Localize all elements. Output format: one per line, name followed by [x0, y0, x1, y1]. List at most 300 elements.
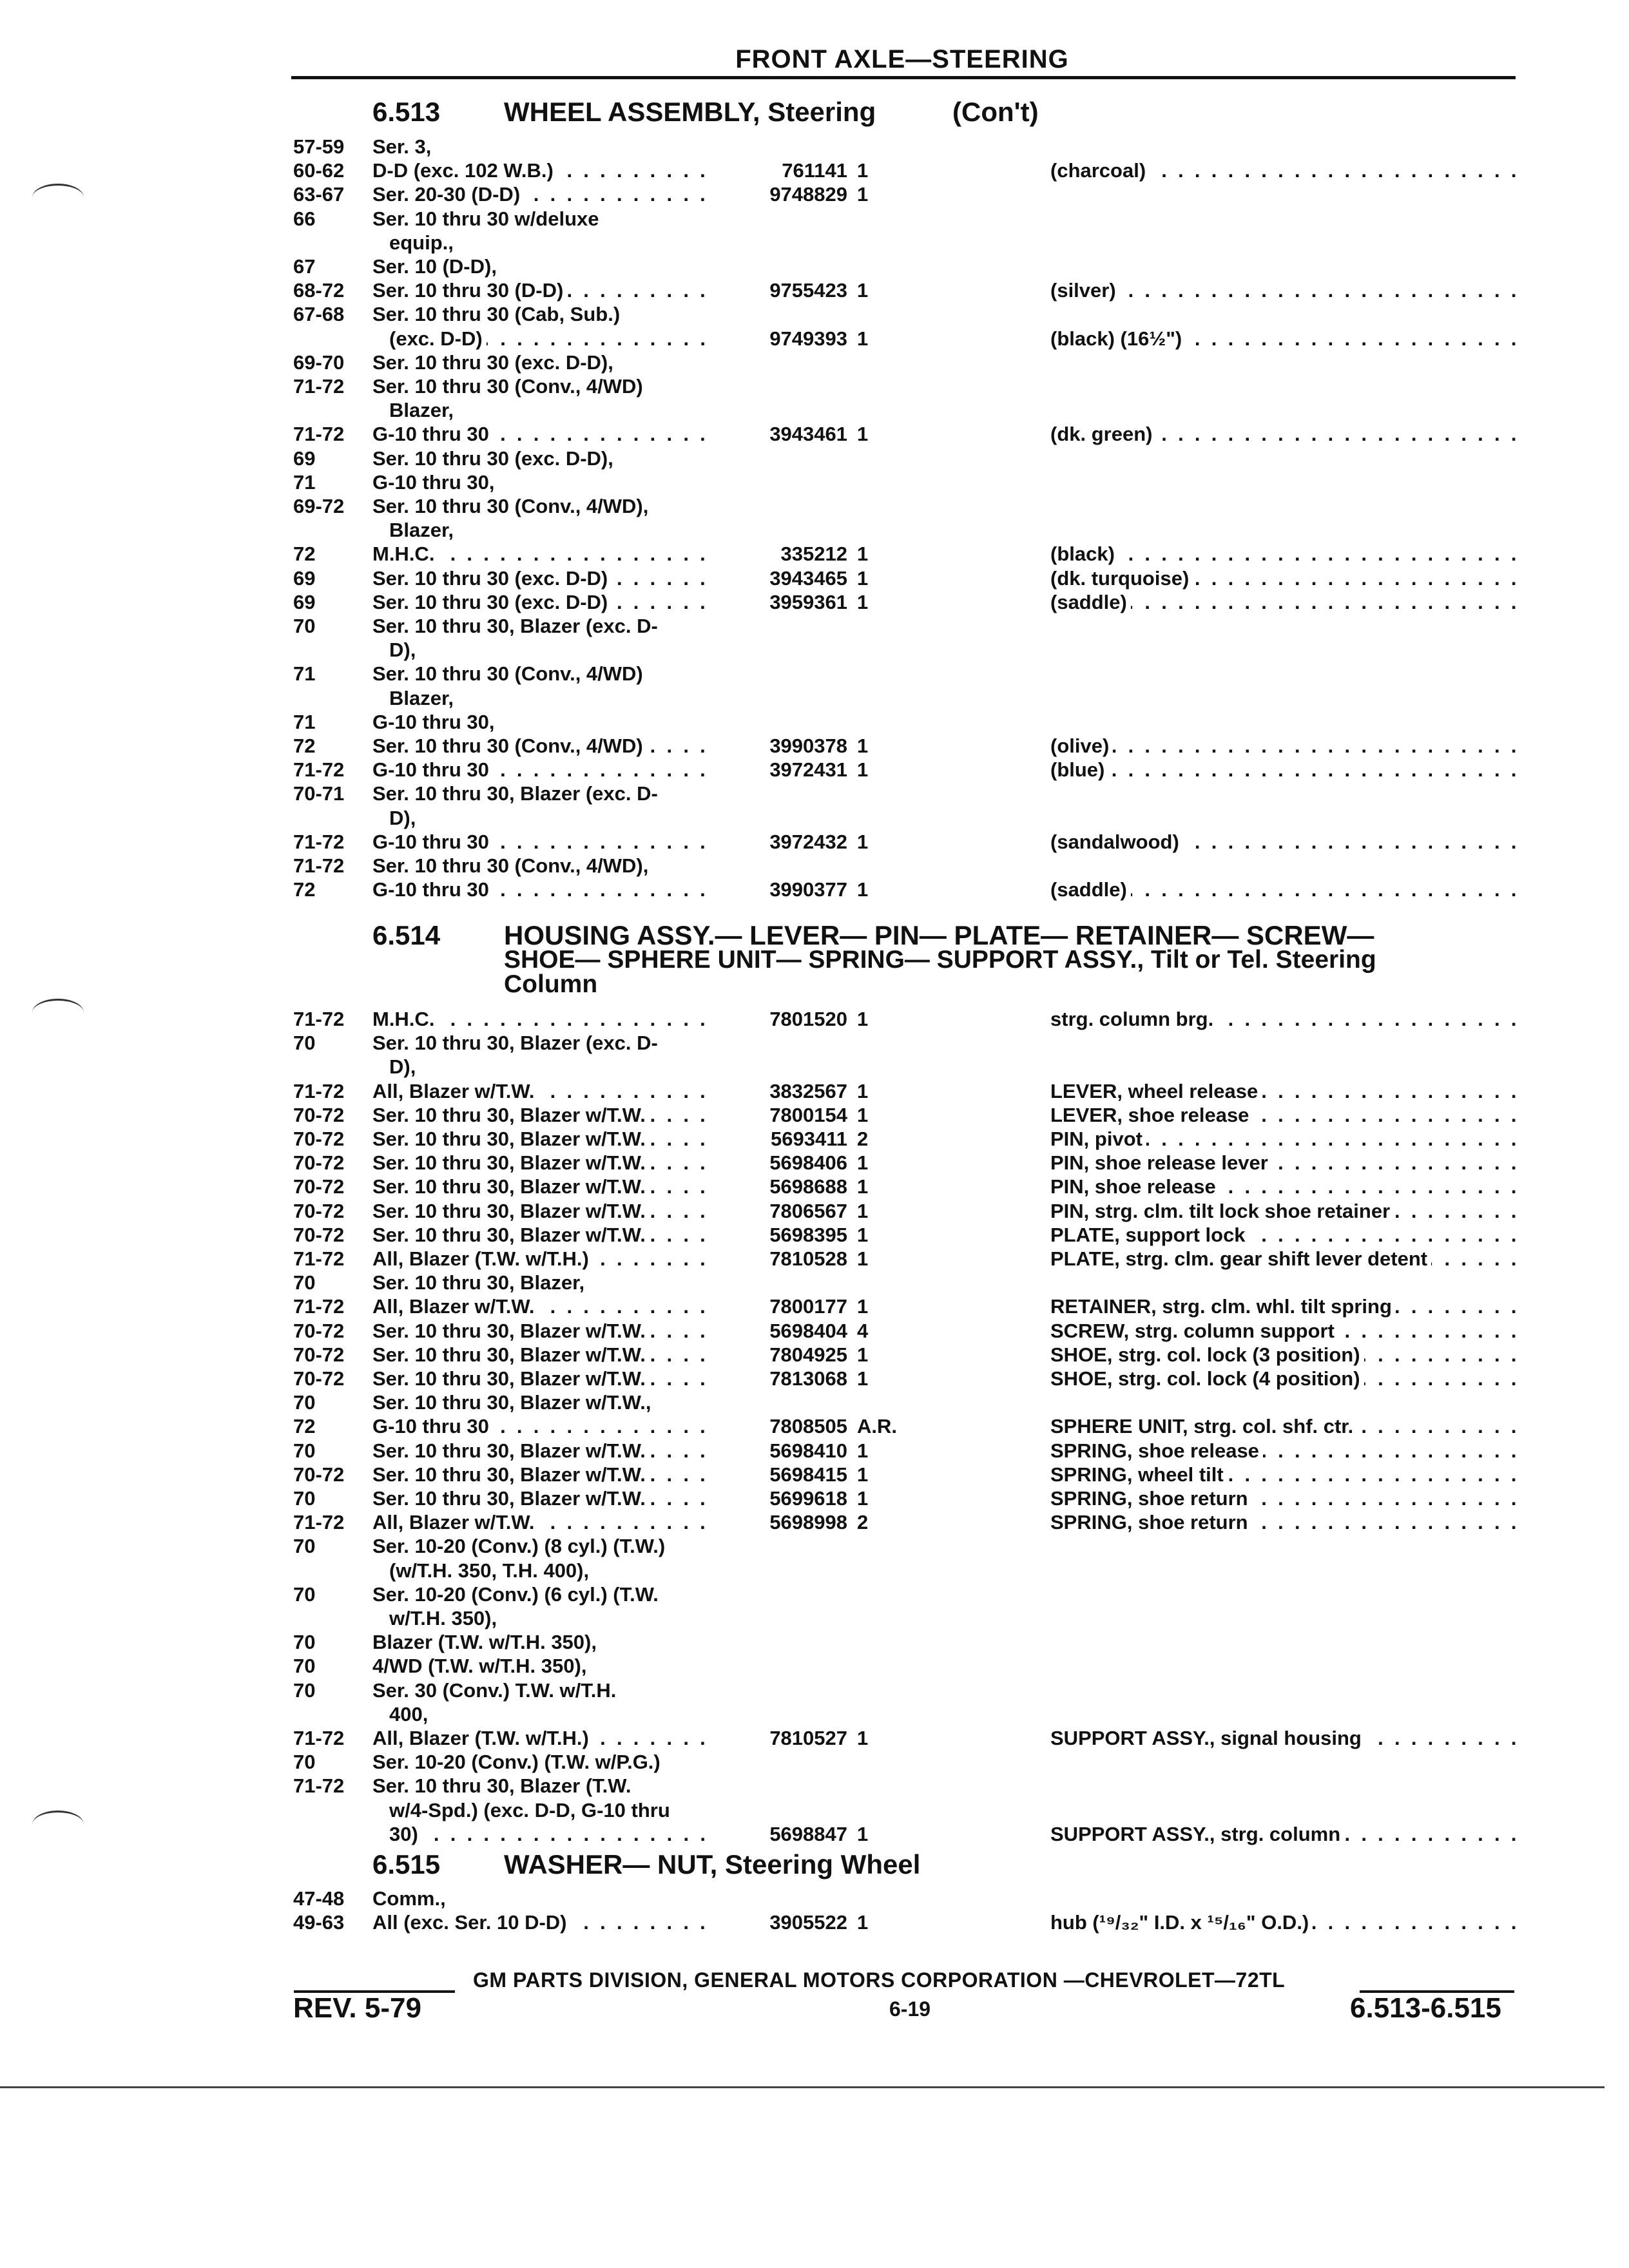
part-number: 5698415	[769, 1463, 847, 1486]
table-row	[0, 1510, 1629, 1534]
model-year: 72	[293, 543, 316, 566]
table-row	[0, 1887, 1629, 1910]
application-text	[372, 351, 714, 374]
table-row	[0, 734, 1629, 758]
description-text	[1050, 1654, 1521, 1678]
description-label: (charcoal)	[1050, 159, 1150, 182]
model-year: 66	[293, 207, 316, 230]
model-year: 49-63	[293, 1911, 345, 1934]
application-text	[372, 710, 714, 734]
table-row	[0, 1031, 1629, 1055]
description-text	[1050, 854, 1521, 878]
table-row	[0, 1750, 1629, 1774]
description-label: (black)	[1050, 543, 1119, 565]
application-text	[372, 1103, 714, 1127]
part-number: 9748829	[769, 183, 847, 206]
application-label: Ser. 10 thru 30, Blazer w/T.W.	[372, 1463, 650, 1486]
description-text	[1050, 494, 1521, 518]
quantity: 1	[857, 590, 869, 613]
description-text	[1050, 614, 1521, 638]
application-text	[372, 1630, 714, 1654]
quantity: 1	[857, 1103, 869, 1126]
application-label: D),	[389, 1055, 419, 1078]
model-year: 67	[293, 255, 316, 278]
application-text	[372, 782, 714, 805]
application-text	[372, 854, 714, 878]
model-year: 70	[293, 1751, 316, 1774]
description-label	[1050, 255, 1054, 278]
application-text	[372, 1031, 714, 1055]
description-text	[1050, 1887, 1521, 1910]
application-text	[372, 734, 714, 758]
quantity: 1	[857, 1223, 869, 1246]
description-text	[1050, 1247, 1521, 1271]
description-label: PLATE, support lock	[1050, 1224, 1249, 1246]
description-label	[1050, 1032, 1054, 1054]
table-row	[0, 302, 1629, 326]
application-label: 30)	[389, 1823, 422, 1845]
description-text	[1050, 1007, 1521, 1031]
quantity: A.R.	[857, 1415, 897, 1438]
table-row	[0, 1726, 1629, 1750]
description-text	[1050, 1822, 1521, 1846]
description-text	[1050, 1582, 1521, 1606]
model-year: 70	[293, 1487, 316, 1510]
part-number: 3959361	[769, 590, 847, 613]
description-label	[1050, 615, 1054, 637]
table-row	[0, 1606, 1629, 1630]
application-label: Ser. 20-30 (D-D)	[372, 183, 524, 206]
application-label: D-D (exc. 102 W.B.)	[372, 159, 557, 182]
table-row	[0, 1390, 1629, 1414]
application-label: Blazer (T.W. w/T.H. 350),	[372, 1631, 601, 1653]
description-text	[1050, 638, 1521, 662]
application-text	[372, 1175, 714, 1198]
description-text	[1050, 207, 1521, 231]
description-text	[1050, 278, 1521, 302]
application-label: Blazer,	[389, 687, 458, 709]
part-number: 5699618	[769, 1487, 847, 1510]
section-number: 6.515	[372, 1849, 441, 1879]
application-text	[372, 135, 714, 159]
model-year: 70	[293, 1032, 316, 1055]
model-year: 70	[293, 1439, 316, 1462]
table-row	[0, 1294, 1629, 1318]
section-number: 6.513	[372, 97, 441, 127]
description-label	[1050, 1703, 1054, 1725]
model-year: 71	[293, 662, 316, 686]
table-row	[0, 327, 1629, 351]
description-text	[1050, 758, 1521, 782]
description-text	[1050, 1271, 1521, 1294]
description-text	[1050, 1319, 1521, 1343]
table-row	[0, 1199, 1629, 1223]
table-row	[0, 566, 1629, 590]
table-row	[0, 1367, 1629, 1390]
model-year: 72	[293, 1415, 316, 1438]
description-label	[1050, 807, 1054, 829]
application-label: Ser. 10 thru 30, Blazer w/T.W.,	[372, 1391, 655, 1414]
application-text	[372, 1486, 714, 1510]
description-label: LEVER, shoe release	[1050, 1104, 1253, 1126]
description-text	[1050, 710, 1521, 734]
table-row	[0, 1223, 1629, 1247]
part-number: 7800154	[769, 1103, 847, 1126]
application-label: G-10 thru 30,	[372, 711, 499, 733]
application-text	[372, 590, 714, 614]
model-year: 69	[293, 590, 316, 613]
application-label: Ser. 10 thru 30, Blazer w/T.W.	[372, 1343, 650, 1366]
description-label: SUPPORT ASSY., strg. column	[1050, 1823, 1344, 1845]
model-year: 69-72	[293, 495, 345, 517]
description-text	[1050, 1630, 1521, 1654]
description-label	[1050, 854, 1054, 877]
description-text	[1050, 566, 1521, 590]
table-row	[0, 278, 1629, 302]
application-text	[372, 255, 714, 278]
description-label	[1050, 375, 1054, 398]
application-label: Ser. 10 thru 30, Blazer w/T.W.	[372, 1104, 650, 1126]
quantity: 1	[857, 1367, 869, 1390]
quantity: 1	[857, 1343, 869, 1366]
table-row	[0, 1822, 1629, 1846]
part-number: 7800177	[769, 1295, 847, 1318]
table-row	[0, 447, 1629, 470]
model-year: 69	[293, 566, 316, 590]
description-label: (saddle)	[1050, 591, 1131, 613]
description-label	[1050, 471, 1054, 494]
table-row	[0, 1486, 1629, 1510]
application-text	[372, 1367, 714, 1390]
description-label: SPRING, shoe return	[1050, 1511, 1252, 1533]
description-label: strg. column brg.	[1050, 1008, 1217, 1030]
quantity: 1	[857, 279, 869, 302]
table-row	[0, 686, 1629, 710]
application-label: Ser. 10-20 (Conv.) (8 cyl.) (T.W.)	[372, 1535, 669, 1557]
description-label: (silver)	[1050, 279, 1120, 302]
application-label: Ser. 10 thru 30, Blazer w/T.W.	[372, 1151, 650, 1174]
model-year: 71-72	[293, 1247, 345, 1270]
quantity: 1	[857, 327, 869, 350]
description-label	[1050, 1799, 1054, 1821]
part-number: 7810528	[769, 1247, 847, 1270]
model-year: 71-72	[293, 830, 345, 853]
model-year: 70	[293, 1535, 316, 1558]
description-text	[1050, 231, 1521, 255]
description-text	[1050, 1726, 1521, 1750]
application-text	[372, 447, 714, 470]
description-text	[1050, 255, 1521, 278]
application-label: Ser. 10 thru 30, Blazer (T.W.	[372, 1774, 635, 1797]
application-text	[389, 638, 714, 662]
description-label: PLATE, strg. clm. gear shift lever detent	[1050, 1247, 1431, 1270]
description-text	[1050, 374, 1521, 398]
application-label: Ser. 10 thru 30, Blazer (exc. D-	[372, 615, 662, 637]
application-text	[372, 662, 714, 686]
model-year: 70-72	[293, 1199, 345, 1222]
model-year: 71-72	[293, 854, 345, 877]
table-row	[0, 638, 1629, 662]
description-label	[1050, 662, 1054, 685]
application-label: w/T.H. 350),	[389, 1607, 501, 1629]
application-text	[372, 758, 714, 782]
application-label: All (exc. Ser. 10 D-D)	[372, 1911, 571, 1934]
revision-label: REV. 5-79	[293, 1992, 421, 2024]
description-text	[1050, 1439, 1521, 1463]
application-label: All, Blazer w/T.W.	[372, 1295, 539, 1318]
table-row	[0, 351, 1629, 374]
description-label	[1050, 1535, 1054, 1557]
model-year: 70	[293, 1582, 316, 1606]
description-label: SPHERE UNIT, strg. col. shf. ctr.	[1050, 1415, 1357, 1437]
description-text	[1050, 1151, 1521, 1175]
part-number: 761141	[782, 159, 847, 182]
application-label: Ser. 10-20 (Conv.) (6 cyl.) (T.W.	[372, 1583, 662, 1606]
description-text	[1050, 1414, 1521, 1438]
table-row	[0, 1534, 1629, 1558]
application-text	[372, 1247, 714, 1271]
description-label: SUPPORT ASSY., signal housing	[1050, 1727, 1365, 1749]
description-text	[1050, 327, 1521, 351]
part-number: 5698847	[769, 1822, 847, 1845]
part-number: 3972431	[769, 758, 847, 782]
application-label: Ser. 10 thru 30, Blazer w/T.W.	[372, 1320, 650, 1342]
model-year: 71-72	[293, 423, 345, 446]
quantity: 1	[857, 423, 869, 446]
description-label: SCREW, strg. column support	[1050, 1320, 1338, 1342]
description-label: PIN, shoe release	[1050, 1175, 1220, 1198]
application-text	[389, 398, 714, 422]
application-label: M.H.C.	[372, 1008, 438, 1030]
application-label: Comm.,	[372, 1887, 450, 1910]
application-text	[372, 1007, 714, 1031]
section-title-line3: Column	[504, 970, 598, 998]
application-label: G-10 thru 30	[372, 878, 493, 901]
description-label	[1050, 207, 1054, 230]
table-row	[0, 470, 1629, 494]
table-row	[0, 1630, 1629, 1654]
part-number: 3990378	[769, 735, 847, 757]
application-label: 4/WD (T.W. w/T.H. 350),	[372, 1655, 590, 1677]
description-text	[1050, 1390, 1521, 1414]
quantity: 1	[857, 1151, 869, 1175]
description-label	[1050, 687, 1054, 709]
description-text	[1050, 1486, 1521, 1510]
part-number: 7810527	[769, 1727, 847, 1749]
description-text	[1050, 351, 1521, 374]
description-label: PIN, pivot	[1050, 1128, 1146, 1150]
description-text	[1050, 734, 1521, 758]
description-text	[1050, 1750, 1521, 1774]
description-text	[1050, 182, 1521, 206]
description-label	[1050, 1774, 1054, 1797]
part-number: 5698406	[769, 1151, 847, 1175]
model-year: 63-67	[293, 183, 345, 206]
application-label: Ser. 10 thru 30, Blazer,	[372, 1271, 588, 1294]
description-label	[1050, 519, 1054, 541]
description-label: RETAINER, strg. clm. whl. tilt spring	[1050, 1295, 1396, 1318]
application-text	[372, 1887, 714, 1910]
model-year: 71-72	[293, 1008, 345, 1030]
description-label	[1050, 782, 1054, 805]
description-label	[1050, 1679, 1054, 1702]
table-row	[0, 1439, 1629, 1463]
table-row	[0, 1151, 1629, 1175]
description-text	[1050, 1175, 1521, 1198]
application-label: All, Blazer w/T.W.	[372, 1080, 539, 1102]
application-label: G-10 thru 30,	[372, 471, 499, 494]
model-year: 70	[293, 615, 316, 637]
quantity: 1	[857, 735, 869, 757]
application-label: Ser. 10 thru 30, Blazer (exc. D-	[372, 782, 662, 805]
application-text	[372, 1534, 714, 1558]
table-row	[0, 1910, 1629, 1934]
table-row	[0, 1103, 1629, 1127]
description-label: (sandalwood)	[1050, 831, 1183, 853]
application-label: Ser. 3,	[372, 135, 435, 158]
part-number: 5698998	[769, 1511, 847, 1534]
application-text	[372, 1774, 714, 1798]
application-label: G-10 thru 30	[372, 831, 493, 853]
quantity: 1	[857, 566, 869, 590]
description-label: LEVER, wheel release	[1050, 1080, 1262, 1102]
application-text	[372, 1910, 714, 1934]
application-label: G-10 thru 30	[372, 758, 493, 781]
description-label: SHOE, strg. col. lock (3 position)	[1050, 1343, 1364, 1366]
description-text	[1050, 806, 1521, 830]
table-row	[0, 1654, 1629, 1678]
table-row	[0, 1463, 1629, 1486]
description-text	[1050, 590, 1521, 614]
application-label: Ser. 10 thru 30, Blazer w/T.W.	[372, 1487, 650, 1510]
part-number: 7801520	[769, 1008, 847, 1030]
model-year: 70-71	[293, 782, 345, 805]
table-row	[0, 542, 1629, 566]
model-year: 69	[293, 447, 316, 470]
application-text	[372, 1654, 714, 1678]
description-text	[1050, 1534, 1521, 1558]
table-row	[0, 398, 1629, 422]
part-number: 5698404	[769, 1319, 847, 1342]
table-row	[0, 255, 1629, 278]
table-row	[0, 782, 1629, 805]
description-label	[1050, 495, 1054, 517]
application-label: (exc. D-D)	[389, 327, 487, 350]
quantity: 2	[857, 1128, 869, 1150]
model-year: 60-62	[293, 159, 345, 182]
description-text	[1050, 1343, 1521, 1367]
table-row	[0, 1055, 1629, 1079]
description-text	[1050, 1510, 1521, 1534]
application-text	[372, 1510, 714, 1534]
description-label	[1050, 1271, 1054, 1294]
quantity: 1	[857, 1487, 869, 1510]
application-text	[372, 1294, 714, 1318]
description-text	[1050, 1223, 1521, 1247]
application-label: Ser. 30 (Conv.) T.W. w/T.H.	[372, 1679, 620, 1702]
application-text	[372, 278, 714, 302]
model-year: 71-72	[293, 1295, 345, 1318]
model-year: 68-72	[293, 279, 345, 302]
application-label: Ser. 10 thru 30 (Cab, Sub.)	[372, 303, 624, 325]
table-row	[0, 854, 1629, 878]
model-year: 71-72	[293, 1079, 345, 1102]
application-label: Ser. 10 thru 30 (exc. D-D)	[372, 567, 612, 590]
application-label: Ser. 10 thru 30 (exc. D-D)	[372, 591, 612, 613]
table-row	[0, 1343, 1629, 1367]
part-number: 7804925	[769, 1343, 847, 1366]
application-text	[389, 518, 714, 542]
section-title: WASHER— NUT, Steering Wheel	[504, 1849, 921, 1879]
description-text	[1050, 1910, 1521, 1934]
quantity: 1	[857, 1727, 869, 1749]
application-label: All, Blazer (T.W. w/T.H.)	[372, 1727, 593, 1749]
description-label	[1050, 1559, 1054, 1582]
description-label: SPRING, wheel tilt	[1050, 1463, 1228, 1486]
model-year: 71	[293, 710, 316, 733]
application-label: D),	[389, 807, 419, 829]
description-text	[1050, 542, 1521, 566]
part-number: 7806567	[769, 1199, 847, 1222]
description-text	[1050, 878, 1521, 901]
description-text	[1050, 1103, 1521, 1127]
table-row	[0, 614, 1629, 638]
table-row	[0, 1079, 1629, 1103]
page-number: 6-19	[889, 1997, 931, 2021]
table-row	[0, 590, 1629, 614]
application-label: All, Blazer w/T.W.	[372, 1511, 539, 1533]
part-number: 5698395	[769, 1223, 847, 1246]
description-label	[1050, 1391, 1054, 1414]
quantity: 1	[857, 878, 869, 901]
part-number: 3905522	[769, 1911, 847, 1934]
quantity: 1	[857, 1175, 869, 1198]
quantity: 1	[857, 1439, 869, 1462]
application-text	[372, 542, 714, 566]
description-label: SPRING, shoe return	[1050, 1487, 1252, 1510]
description-text	[1050, 470, 1521, 494]
description-label: (black) (16½")	[1050, 327, 1186, 350]
application-text	[372, 1127, 714, 1151]
application-text	[389, 1798, 714, 1822]
table-row	[0, 422, 1629, 446]
description-text	[1050, 422, 1521, 446]
model-year: 71-72	[293, 1511, 345, 1534]
description-text	[1050, 662, 1521, 686]
application-label: Blazer,	[389, 399, 458, 421]
application-label: G-10 thru 30	[372, 423, 493, 445]
application-text	[372, 422, 714, 446]
model-year: 67-68	[293, 303, 345, 326]
application-text	[372, 374, 714, 398]
quantity: 4	[857, 1319, 869, 1342]
description-label	[1050, 399, 1054, 421]
table-row	[0, 207, 1629, 231]
description-label: PIN, strg. clm. tilt lock shoe retainer	[1050, 1200, 1394, 1222]
application-label: Ser. 10 thru 30, Blazer w/T.W.	[372, 1439, 650, 1462]
application-text	[372, 1079, 714, 1103]
model-year: 72	[293, 735, 316, 757]
description-text	[1050, 1294, 1521, 1318]
table-row	[0, 662, 1629, 686]
description-text	[1050, 1798, 1521, 1822]
application-text	[389, 806, 714, 830]
description-label	[1050, 303, 1054, 325]
application-text	[372, 207, 714, 231]
footer-text: GM PARTS DIVISION, GENERAL MOTORS CORPORATION —CHEVROLET—72TL	[473, 1968, 1286, 1992]
table-row	[0, 374, 1629, 398]
part-number: 7813068	[769, 1367, 847, 1390]
